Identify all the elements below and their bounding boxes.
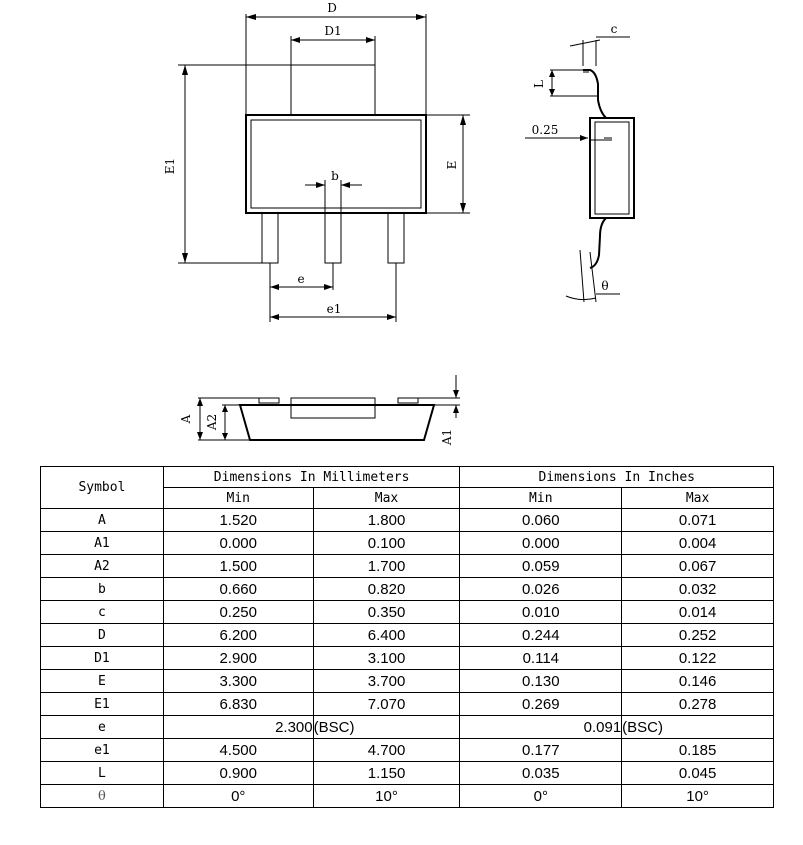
cell-in-min: 0.035	[460, 762, 622, 785]
table-header-row	[41, 467, 774, 488]
row-symbol: A2	[41, 555, 164, 578]
cell-in-max: 0.067	[622, 555, 774, 578]
cell-in-max: 0.032	[622, 578, 774, 601]
label-A: A	[179, 414, 193, 424]
cell-mm-min: 0°	[163, 785, 313, 808]
row-symbol: D	[41, 624, 164, 647]
row-symbol: E	[41, 670, 164, 693]
table-row	[41, 693, 774, 716]
table-row	[41, 624, 774, 647]
row-symbol: E1	[41, 693, 164, 716]
cell-mm-min: 0.660	[163, 578, 313, 601]
label-e: e	[297, 272, 305, 286]
label-theta: θ	[601, 279, 609, 293]
label-D1: D1	[324, 24, 342, 38]
cell-in-max: 0.122	[622, 647, 774, 670]
cell-in-max: 0.014	[622, 601, 774, 624]
cell-mm-max: 6.400	[313, 624, 460, 647]
table-row	[41, 739, 774, 762]
label-D: D	[327, 1, 337, 15]
table-row	[41, 785, 774, 808]
cell-in-min: 0.114	[460, 647, 622, 670]
cell-mm-max: 10°	[313, 785, 460, 808]
cell-in-max: 0.146	[622, 670, 774, 693]
cell-mm-bsc-label: (BSC)	[313, 716, 460, 739]
cell-in-max: 0.045	[622, 762, 774, 785]
table-row	[41, 647, 774, 670]
cell-mm-max: 3.100	[313, 647, 460, 670]
label-0.25: 0.25	[531, 123, 559, 137]
cell-mm-min: 3.300	[163, 670, 313, 693]
cell-in-min: 0.000	[460, 532, 622, 555]
row-symbol: θ	[41, 785, 164, 808]
dimensions-table	[40, 466, 774, 808]
cell-in-bsc-label: (BSC)	[622, 716, 774, 739]
header-in-max: Max	[622, 488, 774, 509]
row-symbol: A1	[41, 532, 164, 555]
cell-in-min: 0.244	[460, 624, 622, 647]
row-symbol: A	[41, 509, 164, 532]
cell-mm-min: 1.520	[163, 509, 313, 532]
cell-mm-max: 1.150	[313, 762, 460, 785]
header-millimeters: Dimensions In Millimeters	[163, 467, 460, 488]
cell-mm-min: 1.500	[163, 555, 313, 578]
side-view	[525, 22, 634, 302]
table-row	[41, 716, 774, 739]
cell-in-min: 0°	[460, 785, 622, 808]
header-in-min: Min	[460, 488, 622, 509]
cell-in-max: 0.004	[622, 532, 774, 555]
cell-in-min: 0.269	[460, 693, 622, 716]
header-mm-max: Max	[313, 488, 460, 509]
cell-mm-max: 4.700	[313, 739, 460, 762]
table-row	[41, 762, 774, 785]
label-e1: e1	[326, 302, 342, 316]
cell-in-max: 0.071	[622, 509, 774, 532]
table-row	[41, 670, 774, 693]
header-mm-min: Min	[163, 488, 313, 509]
header-inches: Dimensions In Inches	[460, 467, 774, 488]
row-symbol: L	[41, 762, 164, 785]
cell-mm-max: 0.100	[313, 532, 460, 555]
cell-in-min: 0.026	[460, 578, 622, 601]
label-c: c	[610, 22, 618, 36]
table-row	[41, 601, 774, 624]
header-symbol: Symbol	[41, 467, 164, 509]
top-view	[163, 1, 470, 322]
front-view	[179, 375, 460, 446]
cell-mm-min: 0.250	[163, 601, 313, 624]
table-row	[41, 578, 774, 601]
cell-mm-min: 0.900	[163, 762, 313, 785]
cell-in-min: 0.177	[460, 739, 622, 762]
row-symbol: e	[41, 716, 164, 739]
cell-in-min: 0.010	[460, 601, 622, 624]
label-A2: A2	[205, 413, 219, 431]
cell-mm-bsc-value: 2.300	[163, 716, 313, 739]
cell-mm-max: 0.350	[313, 601, 460, 624]
cell-in-max: 0.185	[622, 739, 774, 762]
cell-mm-min: 2.900	[163, 647, 313, 670]
cell-mm-max: 3.700	[313, 670, 460, 693]
cell-mm-max: 7.070	[313, 693, 460, 716]
cell-in-max: 0.278	[622, 693, 774, 716]
cell-mm-max: 0.820	[313, 578, 460, 601]
cell-mm-min: 4.500	[163, 739, 313, 762]
table-row	[41, 509, 774, 532]
table-row	[41, 532, 774, 555]
label-E: E	[445, 160, 459, 170]
label-L: L	[532, 80, 546, 88]
label-b: b	[331, 169, 339, 183]
cell-mm-max: 1.700	[313, 555, 460, 578]
cell-mm-min: 6.830	[163, 693, 313, 716]
cell-in-bsc-value: 0.091	[460, 716, 622, 739]
cell-in-max: 0.252	[622, 624, 774, 647]
cell-in-max: 10°	[622, 785, 774, 808]
cell-in-min: 0.059	[460, 555, 622, 578]
label-E1: E1	[163, 157, 177, 175]
table-row	[41, 555, 774, 578]
cell-mm-max: 1.800	[313, 509, 460, 532]
row-symbol: c	[41, 601, 164, 624]
row-symbol: D1	[41, 647, 164, 670]
cell-mm-min: 0.000	[163, 532, 313, 555]
row-symbol: b	[41, 578, 164, 601]
label-A1: A1	[440, 428, 454, 446]
cell-mm-min: 6.200	[163, 624, 313, 647]
row-symbol: e1	[41, 739, 164, 762]
cell-in-min: 0.060	[460, 509, 622, 532]
cell-in-min: 0.130	[460, 670, 622, 693]
